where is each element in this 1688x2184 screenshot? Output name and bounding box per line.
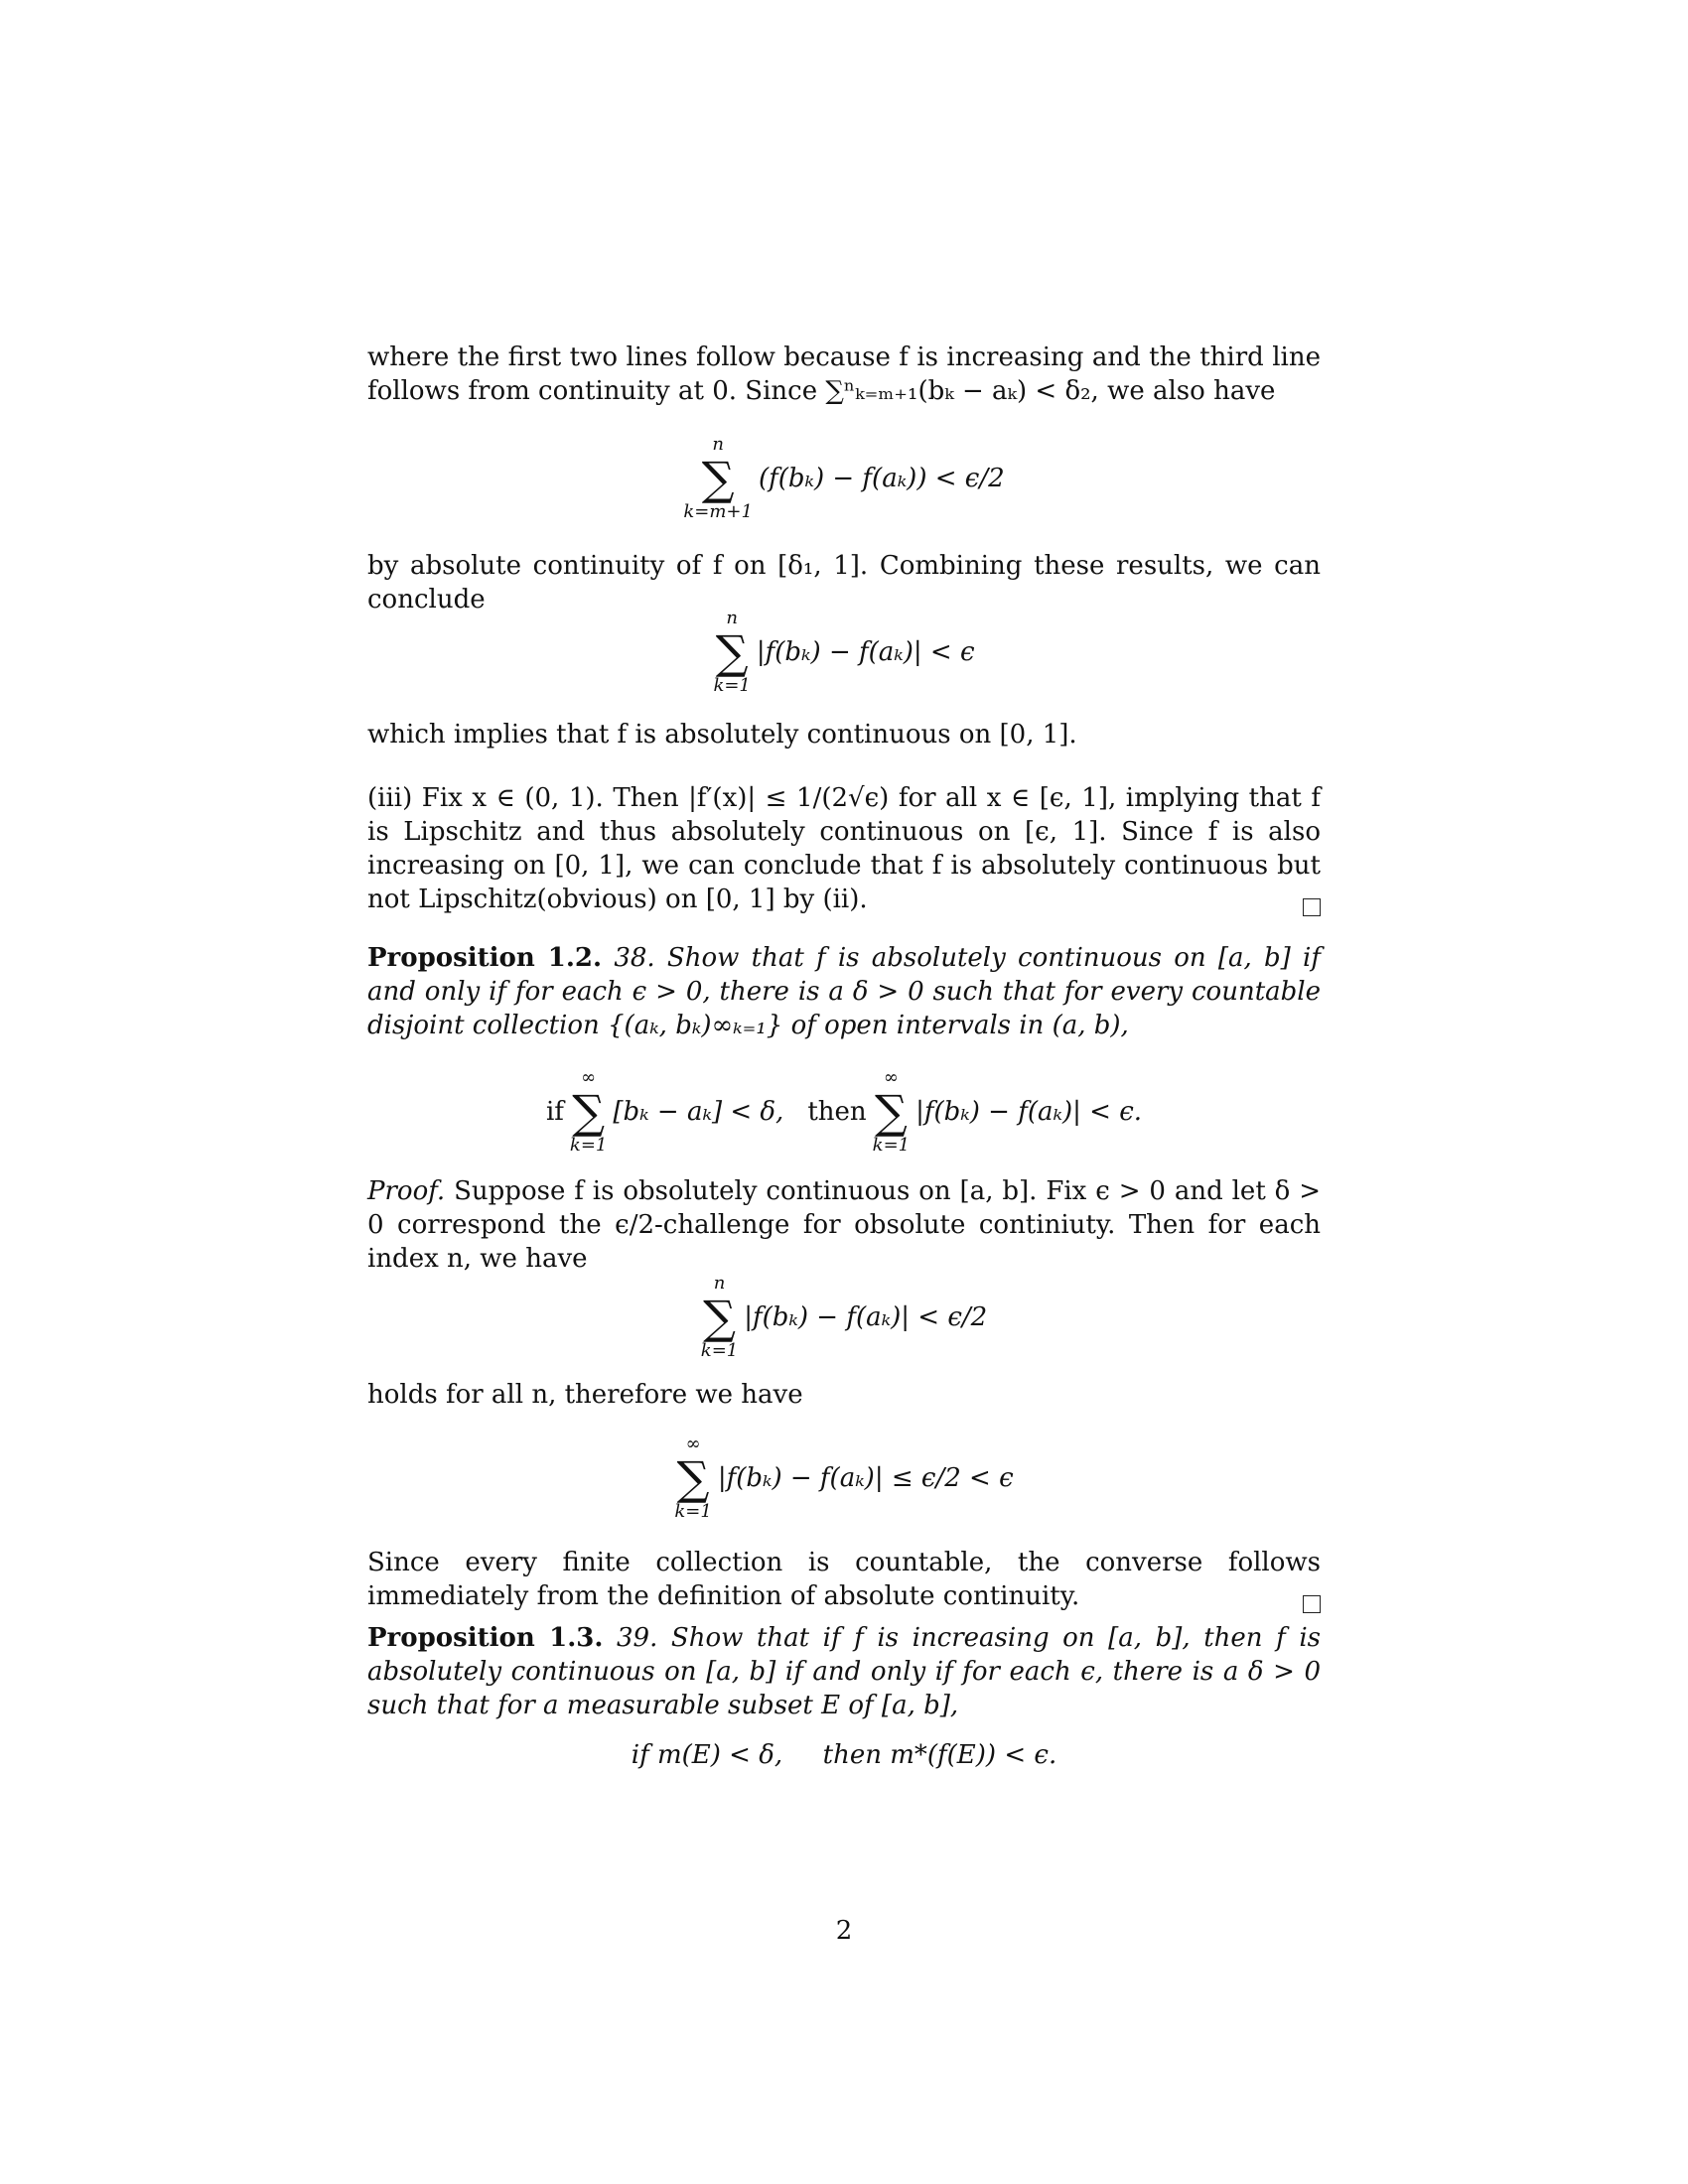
- paragraph-part-iii: [367, 781, 1321, 916]
- sum-upper-limit: n: [713, 1273, 726, 1294]
- qed-square: [1303, 1595, 1321, 1613]
- paragraph-implies: [367, 718, 1321, 751]
- paragraph-text: by absolute continuity of f on [δ₁, 1]. Combining these results, we can conclude: [367, 551, 1321, 614]
- proposition-1-3: [367, 1621, 1321, 1722]
- sum-lower-limit: k=1: [872, 1135, 911, 1156]
- equation-if-then-sum: [367, 1067, 1321, 1157]
- sum-lower-limit: k=1: [569, 1135, 608, 1156]
- sum-lower-limit: k=1: [674, 1501, 712, 1522]
- paragraph-text: Since every finite collection is countable, the converse follows immediately from the definition of absolute continuity.: [367, 1548, 1321, 1611]
- equation-sum-infinite: [367, 1427, 1321, 1523]
- proposition-1-2: [367, 941, 1321, 1042]
- proof-text: Suppose f is obsolutely continuous on [a, b]. Fix ϵ > 0 and let δ > 0 correspond the ϵ/2-challenge for obsolute continiuty. Then for each index n, we have: [367, 1176, 1322, 1274]
- paragraph-continuity: [367, 341, 1321, 408]
- equation-if-part: if m(E) < δ,: [631, 1740, 783, 1770]
- equation-sum-half: [367, 1266, 1321, 1362]
- proposition-title: Proposition 1.3.: [367, 1623, 604, 1653]
- proposition-statement: 39. Show that if f is increasing on [a, b], then f is absolutely continuous on [a, b] if and only if for each ϵ, there is a δ > 0 such that for a measurable subset E of [a, b],: [367, 1623, 1321, 1720]
- equation-body: (f(bₖ) − f(aₖ)) < ϵ/2: [758, 464, 1005, 493]
- equation-sum-m1: [367, 427, 1321, 523]
- then-word: then: [807, 1097, 867, 1127]
- equation-body: |f(bₖ) − f(aₖ)| ≤ ϵ/2 < ϵ: [717, 1463, 1014, 1493]
- paragraph-text: where the first two lines follow because f is increasing and the third line follows from continuity at 0. Since ∑ⁿₖ₌ₘ₊₁(bₖ − aₖ) < δ₂, we also have: [367, 342, 1321, 406]
- proposition-title: Proposition 1.2.: [367, 943, 603, 973]
- page-number: 2: [835, 1916, 853, 1946]
- summation-symbol: ∞ ∑ k=1: [872, 1067, 911, 1156]
- if-word: if: [545, 1097, 564, 1127]
- sum-upper-limit: ∞: [581, 1067, 597, 1088]
- qed-square: [1303, 898, 1321, 916]
- proposition-statement: 38. Show that f is absolutely continuous on [a, b] if and only if for each ϵ > 0, there is a δ > 0 such that for every countable disjoint collection {(aₖ, bₖ)∞ₖ₌₁} of open intervals in (a, b),: [367, 943, 1321, 1040]
- equation-then-part: then m*(f(E)) < ϵ.: [822, 1740, 1057, 1770]
- proof-paragraph: [367, 1174, 1321, 1276]
- equation-right-body: |f(bₖ) − f(aₖ)| < ϵ.: [915, 1097, 1143, 1127]
- sum-upper-limit: ∞: [883, 1067, 899, 1088]
- paragraph-text: (iii) Fix x ∈ (0, 1). Then |f′(x)| ≤ 1/(2√ϵ) for all x ∈ [ϵ, 1], implying that f is Lipschitz and thus absolutely continuous on [ϵ, 1]. Since f is also increasing on [0, 1], we can conclude that f is absolutely continuous but not Lipschitz(obvious) on [0, 1] by (ii).: [367, 783, 1321, 914]
- summation-symbol: n ∑ k=m+1: [683, 434, 753, 522]
- equation-measure: [367, 1740, 1321, 1770]
- paragraph-holds: [367, 1378, 1321, 1412]
- sum-lower-limit: k=m+1: [683, 501, 753, 522]
- paragraph-converse: [367, 1546, 1321, 1613]
- equation-sum-abs: [367, 601, 1321, 697]
- sum-upper-limit: n: [712, 434, 724, 455]
- sum-lower-limit: k=1: [700, 1340, 739, 1361]
- summation-symbol: n ∑ k=1: [700, 1273, 739, 1361]
- summation-symbol: ∞ ∑ k=1: [569, 1067, 608, 1156]
- equation-left-body: [bₖ − aₖ] < δ,: [613, 1097, 784, 1127]
- sum-upper-limit: ∞: [685, 1433, 701, 1454]
- equation-body: |f(bₖ) − f(aₖ)| < ϵ: [756, 637, 975, 667]
- summation-symbol: ∞ ∑ k=1: [674, 1433, 712, 1522]
- equation-body: |f(bₖ) − f(aₖ)| < ϵ/2: [744, 1302, 988, 1332]
- paragraph-text: which implies that f is absolutely continuous on [0, 1].: [367, 720, 1077, 750]
- sum-lower-limit: k=1: [713, 675, 751, 696]
- summation-symbol: n ∑ k=1: [713, 608, 751, 696]
- sum-upper-limit: n: [726, 608, 738, 628]
- proof-label: Proof.: [367, 1176, 446, 1206]
- paragraph-text: holds for all n, therefore we have: [367, 1380, 803, 1410]
